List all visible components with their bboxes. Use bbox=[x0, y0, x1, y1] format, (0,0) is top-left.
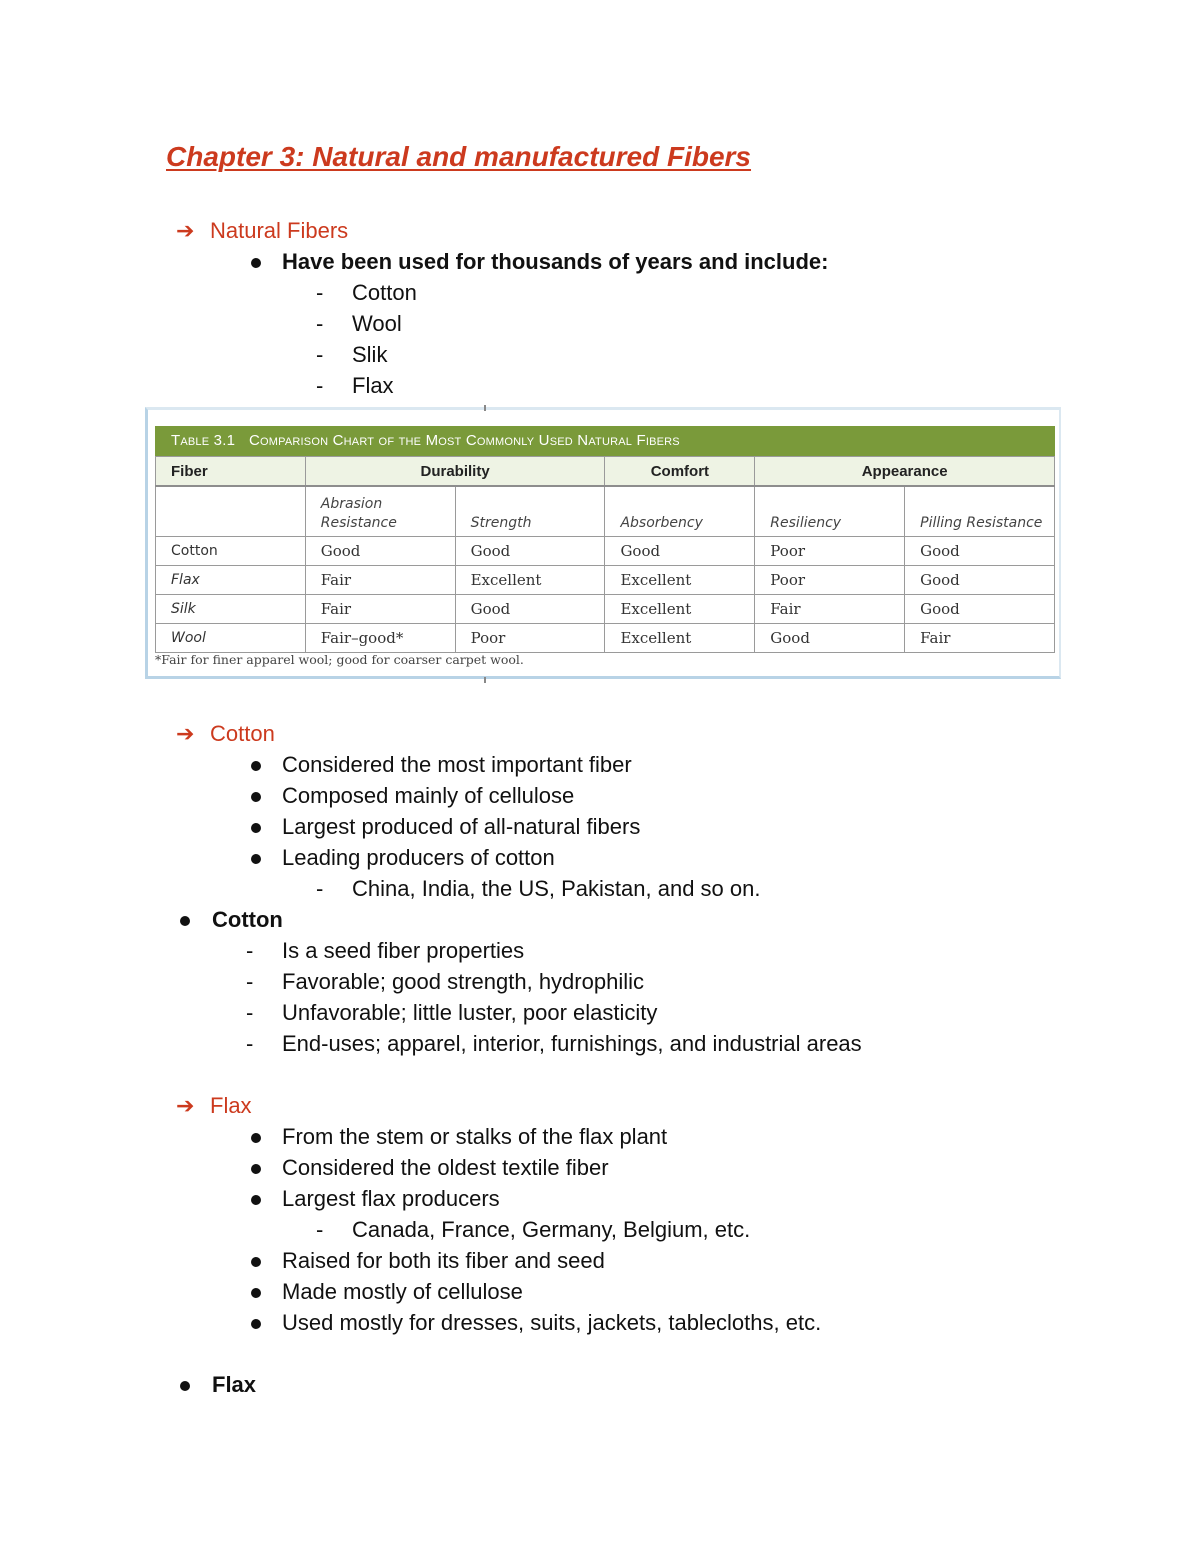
list-item: Used mostly for dresses, suits, jackets, tablecloths, etc. bbox=[282, 1310, 822, 1335]
subheader-abrasion-resistance: Abrasion Resistance bbox=[305, 486, 455, 537]
tick-mark bbox=[484, 677, 486, 683]
arrow-icon: ➔ bbox=[176, 1093, 195, 1118]
tick-mark bbox=[484, 405, 486, 411]
table-cell: Fair bbox=[305, 566, 455, 595]
dash-icon: - bbox=[316, 342, 324, 367]
list-item: Wool bbox=[352, 311, 402, 336]
list-item: China, India, the US, Pakistan, and so on. bbox=[352, 876, 761, 901]
list-item: Cotton bbox=[352, 280, 417, 305]
table-cell: Good bbox=[455, 537, 605, 566]
subheader-absorbency: Absorbency bbox=[605, 486, 755, 537]
table-group-header-row bbox=[156, 457, 1055, 487]
list-item: End-uses; apparel, interior, furnishings, and industrial areas bbox=[282, 1031, 862, 1056]
flax-subsection-label: Flax bbox=[212, 1372, 257, 1397]
bullet-icon bbox=[251, 1133, 261, 1143]
section-heading-flax bbox=[176, 1092, 252, 1120]
dash-icon: - bbox=[246, 1000, 254, 1025]
list-item: Canada, France, Germany, Belgium, etc. bbox=[352, 1217, 751, 1242]
list-item: Made mostly of cellulose bbox=[282, 1279, 523, 1304]
table-row bbox=[156, 624, 1055, 653]
table-caption bbox=[155, 426, 1055, 456]
fiber-name: Silk bbox=[156, 595, 306, 624]
empty-cell bbox=[156, 486, 306, 537]
list-item: Composed mainly of cellulose bbox=[282, 783, 575, 808]
natural-fibers-intro: Have been used for thousands of years and include: bbox=[282, 249, 829, 274]
list-item: Unfavorable; little luster, poor elasticity bbox=[282, 1000, 658, 1025]
dash-icon: - bbox=[316, 311, 324, 336]
bullet-icon bbox=[251, 1319, 261, 1329]
list-item: Leading producers of cotton bbox=[282, 845, 555, 870]
list-item: Raised for both its fiber and seed bbox=[282, 1248, 605, 1273]
bullet-icon bbox=[251, 792, 261, 802]
list-item: Largest produced of all-natural fibers bbox=[282, 814, 641, 839]
bullet-icon bbox=[251, 1164, 261, 1174]
table-cell: Good bbox=[905, 595, 1055, 624]
fiber-name: Cotton bbox=[156, 537, 306, 566]
dash-icon: - bbox=[246, 969, 254, 994]
list-item: Considered the oldest textile fiber bbox=[282, 1155, 609, 1180]
bullet-icon bbox=[251, 258, 261, 268]
table-row bbox=[156, 537, 1055, 566]
dash-icon: - bbox=[316, 373, 324, 398]
bullet-icon bbox=[251, 1257, 261, 1267]
dash-icon: - bbox=[316, 280, 324, 305]
table-cell: Good bbox=[455, 595, 605, 624]
table-cell: Excellent bbox=[605, 566, 755, 595]
list-item: Largest flax producers bbox=[282, 1186, 500, 1211]
table-cell: Fair bbox=[755, 595, 905, 624]
heading-label: Flax bbox=[210, 1093, 252, 1118]
bullet-icon bbox=[251, 1288, 261, 1298]
list-item: Favorable; good strength, hydrophilic bbox=[282, 969, 644, 994]
bullet-icon bbox=[180, 1381, 190, 1391]
table-row bbox=[156, 595, 1055, 624]
section-heading-cotton bbox=[176, 720, 275, 748]
dash-icon: - bbox=[246, 1031, 254, 1056]
list-item: From the stem or stalks of the flax plant bbox=[282, 1124, 668, 1149]
table-cell: Excellent bbox=[605, 624, 755, 653]
subheader-pilling-resistance: Pilling Resistance bbox=[905, 486, 1055, 537]
bullet-icon bbox=[180, 916, 190, 926]
arrow-icon: ➔ bbox=[176, 218, 195, 243]
fiber-name: Wool bbox=[156, 624, 306, 653]
section-heading-natural-fibers bbox=[176, 217, 348, 245]
subheader-resiliency: Resiliency bbox=[755, 486, 905, 537]
dash-icon: - bbox=[246, 938, 254, 963]
subheader-strength: Strength bbox=[455, 486, 605, 537]
table-cell: Good bbox=[755, 624, 905, 653]
cotton-subsection-label: Cotton bbox=[212, 907, 283, 932]
table-cell: Good bbox=[905, 537, 1055, 566]
dash-icon: - bbox=[316, 1217, 324, 1242]
table-cell: Fair bbox=[905, 624, 1055, 653]
list-item: Flax bbox=[352, 373, 394, 398]
bullet-icon bbox=[251, 854, 261, 864]
table-footnote: *Fair for finer apparel wool; good for coarser carpet wool. bbox=[155, 652, 524, 667]
table-row bbox=[156, 566, 1055, 595]
heading-label: Cotton bbox=[210, 721, 275, 746]
list-item: Considered the most important fiber bbox=[282, 752, 632, 777]
column-group-comfort: Comfort bbox=[605, 457, 755, 487]
table-cell: Good bbox=[305, 537, 455, 566]
table-cell: Good bbox=[605, 537, 755, 566]
fiber-comparison-table bbox=[155, 456, 1055, 653]
bullet-icon bbox=[251, 1195, 261, 1205]
page-title: Chapter 3: Natural and manufactured Fibers bbox=[166, 141, 752, 172]
list-item: Is a seed fiber properties bbox=[282, 938, 525, 963]
bullet-icon bbox=[251, 761, 261, 771]
table-cell: Fair–good* bbox=[305, 624, 455, 653]
table-cell: Poor bbox=[455, 624, 605, 653]
table-cell: Excellent bbox=[605, 595, 755, 624]
bullet-icon bbox=[251, 823, 261, 833]
heading-label: Natural Fibers bbox=[210, 218, 349, 243]
table-cell: Poor bbox=[755, 566, 905, 595]
table-cell: Good bbox=[905, 566, 1055, 595]
table-cell: Poor bbox=[755, 537, 905, 566]
column-group-appearance: Appearance bbox=[755, 457, 1055, 487]
column-group-durability: Durability bbox=[305, 457, 605, 487]
fiber-name: Flax bbox=[156, 566, 306, 595]
table-subheader-row bbox=[156, 486, 1055, 537]
table-cell: Excellent bbox=[455, 566, 605, 595]
dash-icon: - bbox=[316, 876, 324, 901]
arrow-icon: ➔ bbox=[176, 721, 195, 746]
table-caption-text: Comparison Chart of the Most Commonly Used Natural Fibers bbox=[249, 432, 680, 449]
column-header-fiber: Fiber bbox=[156, 457, 306, 487]
list-item: Slik bbox=[352, 342, 388, 367]
table-cell: Fair bbox=[305, 595, 455, 624]
table-number: Table 3.1 bbox=[171, 432, 236, 449]
